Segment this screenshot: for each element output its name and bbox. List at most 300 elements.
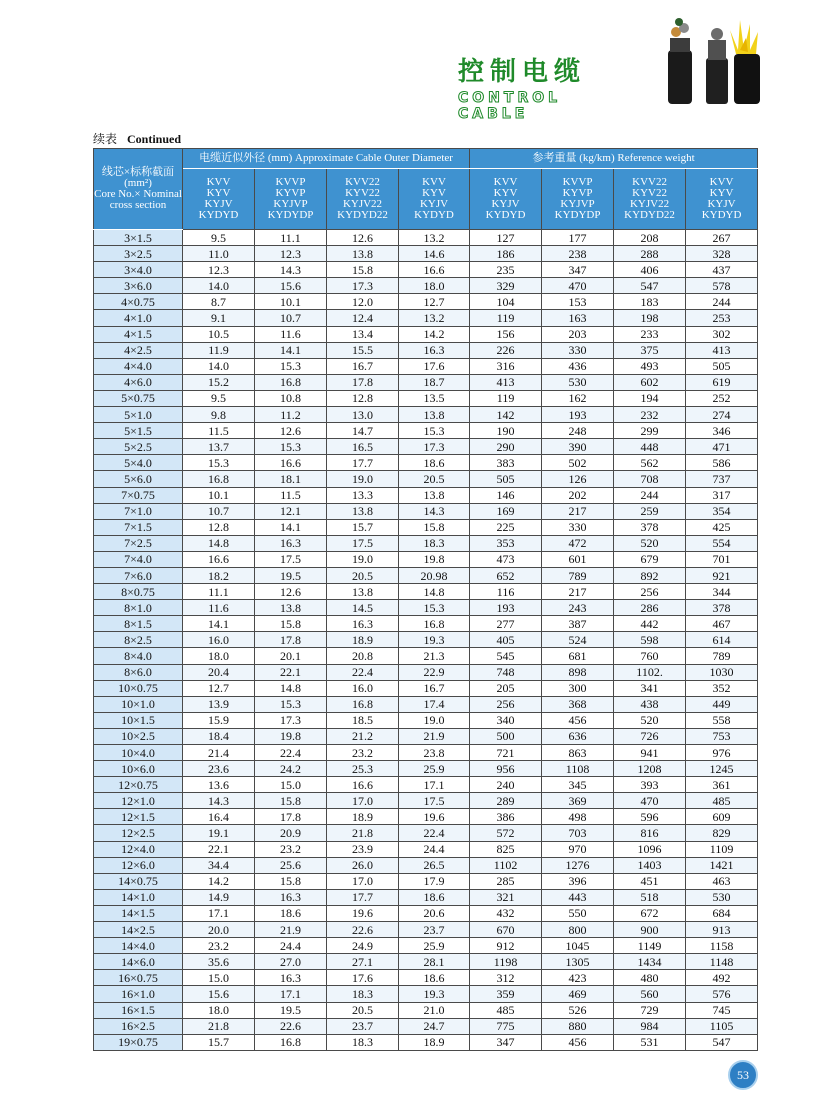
diameter-cell: 21.9 <box>255 922 327 938</box>
weight-cell: 1108 <box>542 761 614 777</box>
diameter-cell: 13.8 <box>327 246 399 262</box>
continued-en: Continued <box>127 132 182 146</box>
diameter-cell: 17.1 <box>399 777 470 793</box>
weight-cell: 289 <box>470 793 542 809</box>
core-section-cell: 12×4.0 <box>94 841 183 857</box>
weight-cell: 448 <box>614 439 686 455</box>
diameter-cell: 18.6 <box>399 889 470 905</box>
model-name: KYV <box>493 187 518 199</box>
weight-cell: 1149 <box>614 938 686 954</box>
weight-cell: 368 <box>542 696 614 712</box>
weight-cell: 913 <box>686 922 758 938</box>
core-section-cell: 4×2.5 <box>94 342 183 358</box>
diameter-cell: 15.3 <box>399 600 470 616</box>
model-name: KYJVP <box>273 198 308 210</box>
continued-cn: 续表 <box>93 132 118 146</box>
continued-label <box>93 130 181 147</box>
weight-cell: 863 <box>542 745 614 761</box>
diameter-cell: 17.4 <box>399 696 470 712</box>
weight-cell: 825 <box>470 841 542 857</box>
weight-cell: 277 <box>470 616 542 632</box>
model-header-cell <box>614 169 686 230</box>
weight-cell: 346 <box>686 423 758 439</box>
diameter-cell: 20.5 <box>399 471 470 487</box>
weight-cell: 681 <box>542 648 614 664</box>
table-row <box>94 407 758 423</box>
model-name: KYV22 <box>345 187 380 199</box>
diameter-cell: 20.5 <box>327 567 399 583</box>
weight-cell: 463 <box>686 873 758 889</box>
brand-title-block <box>458 58 638 122</box>
diameter-group-header: 电缆近似外径 (mm) Approximate Cable Outer Diameter <box>183 149 470 169</box>
diameter-cell: 26.0 <box>327 857 399 873</box>
weight-cell: 126 <box>542 471 614 487</box>
core-section-cell: 14×0.75 <box>94 873 183 889</box>
diameter-cell: 26.5 <box>399 857 470 873</box>
diameter-cell: 12.8 <box>327 390 399 406</box>
weight-cell: 243 <box>542 600 614 616</box>
diameter-cell: 16.5 <box>327 439 399 455</box>
diameter-cell: 17.0 <box>327 793 399 809</box>
diameter-cell: 15.9 <box>183 712 255 728</box>
diameter-cell: 16.3 <box>399 342 470 358</box>
weight-cell: 383 <box>470 455 542 471</box>
core-section-cell: 3×1.5 <box>94 230 183 246</box>
diameter-cell: 20.98 <box>399 567 470 583</box>
diameter-cell: 18.3 <box>327 1034 399 1050</box>
weight-cell: 198 <box>614 310 686 326</box>
model-header-cell <box>542 169 614 230</box>
weight-cell: 520 <box>614 712 686 728</box>
weight-cell: 470 <box>614 793 686 809</box>
diameter-cell: 19.5 <box>255 567 327 583</box>
weight-cell: 530 <box>686 889 758 905</box>
core-section-cell: 14×1.5 <box>94 905 183 921</box>
diameter-cell: 22.9 <box>399 664 470 680</box>
table-row <box>94 310 758 326</box>
weight-cell: 375 <box>614 342 686 358</box>
weight-cell: 679 <box>614 551 686 567</box>
weight-cell: 892 <box>614 567 686 583</box>
weight-cell: 456 <box>542 1034 614 1050</box>
table-row <box>94 938 758 954</box>
weight-cell: 162 <box>542 390 614 406</box>
weight-cell: 193 <box>542 407 614 423</box>
model-name: KYDYD <box>485 209 526 221</box>
weight-cell: 217 <box>542 503 614 519</box>
weight-cell: 146 <box>470 487 542 503</box>
core-section-cell: 14×4.0 <box>94 938 183 954</box>
diameter-cell: 19.5 <box>255 1002 327 1018</box>
table-row <box>94 632 758 648</box>
table-row <box>94 857 758 873</box>
weight-cell: 596 <box>614 809 686 825</box>
table-row <box>94 761 758 777</box>
weight-cell: 194 <box>614 390 686 406</box>
weight-cell: 472 <box>542 535 614 551</box>
page-number: 53 <box>728 1060 758 1090</box>
core-section-cell: 5×2.5 <box>94 439 183 455</box>
model-header-cell <box>327 169 399 230</box>
diameter-cell: 15.8 <box>255 616 327 632</box>
diameter-cell: 23.7 <box>327 1018 399 1034</box>
weight-group-header: 参考重量 (kg/km) Reference weight <box>470 149 758 169</box>
core-section-header <box>94 149 183 230</box>
table-row <box>94 680 758 696</box>
weight-cell: 127 <box>470 230 542 246</box>
diameter-cell: 16.4 <box>183 809 255 825</box>
diameter-cell: 14.9 <box>183 889 255 905</box>
model-name: KYJV <box>491 198 520 210</box>
diameter-cell: 20.1 <box>255 648 327 664</box>
weight-cell: 353 <box>470 535 542 551</box>
model-name: KYVP <box>275 187 306 199</box>
weight-cell: 505 <box>686 358 758 374</box>
diameter-cell: 15.5 <box>327 342 399 358</box>
diameter-cell: 12.8 <box>183 519 255 535</box>
table-row <box>94 825 758 841</box>
weight-cell: 186 <box>470 246 542 262</box>
weight-cell: 316 <box>470 358 542 374</box>
weight-cell: 684 <box>686 905 758 921</box>
weight-cell: 900 <box>614 922 686 938</box>
weight-cell: 554 <box>686 535 758 551</box>
core-section-cell: 10×1.5 <box>94 712 183 728</box>
weight-cell: 406 <box>614 262 686 278</box>
diameter-cell: 15.8 <box>255 793 327 809</box>
weight-cell: 386 <box>470 809 542 825</box>
diameter-cell: 17.9 <box>399 873 470 889</box>
table-row <box>94 905 758 921</box>
weight-cell: 912 <box>470 938 542 954</box>
weight-cell: 753 <box>686 728 758 744</box>
table-row <box>94 889 758 905</box>
diameter-cell: 25.6 <box>255 857 327 873</box>
weight-cell: 601 <box>542 551 614 567</box>
weight-cell: 443 <box>542 889 614 905</box>
diameter-cell: 14.5 <box>327 600 399 616</box>
diameter-cell: 18.6 <box>399 455 470 471</box>
core-section-cell: 8×4.0 <box>94 648 183 664</box>
weight-cell: 524 <box>542 632 614 648</box>
diameter-cell: 16.0 <box>183 632 255 648</box>
diameter-cell: 23.7 <box>399 922 470 938</box>
diameter-cell: 18.0 <box>183 648 255 664</box>
weight-cell: 816 <box>614 825 686 841</box>
core-section-cell: 7×1.5 <box>94 519 183 535</box>
diameter-cell: 15.3 <box>255 358 327 374</box>
weight-cell: 253 <box>686 310 758 326</box>
model-header-cell <box>255 169 327 230</box>
diameter-cell: 11.6 <box>255 326 327 342</box>
weight-cell: 502 <box>542 455 614 471</box>
diameter-cell: 15.7 <box>183 1034 255 1050</box>
diameter-cell: 10.7 <box>255 310 327 326</box>
weight-cell: 469 <box>542 986 614 1002</box>
diameter-cell: 10.5 <box>183 326 255 342</box>
core-section-cell: 4×6.0 <box>94 374 183 390</box>
weight-cell: 493 <box>614 358 686 374</box>
core-section-cell: 5×4.0 <box>94 455 183 471</box>
diameter-cell: 11.1 <box>255 230 327 246</box>
model-name: KYJV <box>707 198 736 210</box>
diameter-cell: 24.2 <box>255 761 327 777</box>
diameter-cell: 17.8 <box>255 809 327 825</box>
diameter-cell: 17.8 <box>327 374 399 390</box>
diameter-cell: 19.6 <box>327 905 399 921</box>
model-name: KYDYD <box>198 209 239 221</box>
diameter-cell: 17.1 <box>183 905 255 921</box>
diameter-cell: 22.1 <box>255 664 327 680</box>
core-section-cell: 12×6.0 <box>94 857 183 873</box>
weight-cell: 233 <box>614 326 686 342</box>
weight-cell: 547 <box>614 278 686 294</box>
diameter-cell: 21.0 <box>399 1002 470 1018</box>
model-name: KYV <box>422 187 446 199</box>
model-name: KYJVP <box>560 198 595 210</box>
model-header-cell <box>686 169 758 230</box>
core-section-cell: 12×1.0 <box>94 793 183 809</box>
table-row <box>94 584 758 600</box>
diameter-cell: 18.3 <box>399 535 470 551</box>
diameter-cell: 22.4 <box>399 825 470 841</box>
weight-cell: 518 <box>614 889 686 905</box>
weight-cell: 670 <box>470 922 542 938</box>
weight-cell: 636 <box>542 728 614 744</box>
diameter-cell: 9.5 <box>183 390 255 406</box>
table-row <box>94 423 758 439</box>
weight-cell: 387 <box>542 616 614 632</box>
diameter-cell: 11.6 <box>183 600 255 616</box>
weight-cell: 286 <box>614 600 686 616</box>
diameter-cell: 18.9 <box>327 632 399 648</box>
diameter-cell: 34.4 <box>183 857 255 873</box>
diameter-cell: 19.0 <box>399 712 470 728</box>
weight-cell: 576 <box>686 986 758 1002</box>
weight-cell: 485 <box>686 793 758 809</box>
diameter-cell: 16.6 <box>399 262 470 278</box>
weight-cell: 748 <box>470 664 542 680</box>
table-row <box>94 326 758 342</box>
diameter-cell: 20.5 <box>327 1002 399 1018</box>
core-section-cell: 3×2.5 <box>94 246 183 262</box>
weight-cell: 1276 <box>542 857 614 873</box>
diameter-cell: 14.1 <box>183 616 255 632</box>
core-section-cell: 7×0.75 <box>94 487 183 503</box>
weight-cell: 300 <box>542 680 614 696</box>
weight-cell: 153 <box>542 294 614 310</box>
core-section-cell: 3×4.0 <box>94 262 183 278</box>
weight-cell: 119 <box>470 310 542 326</box>
weight-cell: 586 <box>686 455 758 471</box>
core-section-cell: 8×2.5 <box>94 632 183 648</box>
diameter-cell: 22.6 <box>255 1018 327 1034</box>
core-section-cell: 7×2.5 <box>94 535 183 551</box>
core-section-cell: 16×1.0 <box>94 986 183 1002</box>
model-name: KYDYD <box>414 209 454 221</box>
weight-cell: 438 <box>614 696 686 712</box>
diameter-cell: 22.4 <box>255 745 327 761</box>
diameter-cell: 12.7 <box>399 294 470 310</box>
diameter-cell: 14.8 <box>255 680 327 696</box>
core-section-cell: 8×6.0 <box>94 664 183 680</box>
diameter-cell: 18.3 <box>327 986 399 1002</box>
diameter-cell: 13.8 <box>327 503 399 519</box>
weight-cell: 1434 <box>614 954 686 970</box>
weight-cell: 789 <box>686 648 758 664</box>
weight-cell: 672 <box>614 905 686 921</box>
weight-cell: 290 <box>470 439 542 455</box>
model-name: KYDYD22 <box>337 209 388 221</box>
weight-cell: 531 <box>614 1034 686 1050</box>
diameter-cell: 20.4 <box>183 664 255 680</box>
diameter-cell: 13.8 <box>399 487 470 503</box>
diameter-cell: 13.8 <box>327 584 399 600</box>
weight-cell: 378 <box>686 600 758 616</box>
table-row <box>94 809 758 825</box>
diameter-cell: 16.7 <box>327 358 399 374</box>
model-name: KVVP <box>275 176 306 188</box>
weight-cell: 208 <box>614 230 686 246</box>
weight-cell: 340 <box>470 712 542 728</box>
weight-cell: 1245 <box>686 761 758 777</box>
brand-title-en: CONTROL CABLE <box>458 90 562 122</box>
weight-cell: 256 <box>470 696 542 712</box>
model-header-row <box>94 169 758 230</box>
core-section-cell: 3×6.0 <box>94 278 183 294</box>
weight-cell: 760 <box>614 648 686 664</box>
diameter-cell: 35.6 <box>183 954 255 970</box>
diameter-cell: 14.6 <box>399 246 470 262</box>
weight-cell: 550 <box>542 905 614 921</box>
diameter-cell: 14.2 <box>399 326 470 342</box>
weight-cell: 344 <box>686 584 758 600</box>
core-section-cell: 16×0.75 <box>94 970 183 986</box>
weight-cell: 609 <box>686 809 758 825</box>
diameter-cell: 17.8 <box>255 632 327 648</box>
core-section-cell: 7×4.0 <box>94 551 183 567</box>
weight-cell: 359 <box>470 986 542 1002</box>
diameter-cell: 13.2 <box>399 310 470 326</box>
diameter-cell: 22.1 <box>183 841 255 857</box>
diameter-cell: 17.3 <box>255 712 327 728</box>
diameter-cell: 18.9 <box>399 1034 470 1050</box>
diameter-cell: 16.3 <box>255 970 327 986</box>
diameter-cell: 23.8 <box>399 745 470 761</box>
diameter-cell: 24.9 <box>327 938 399 954</box>
diameter-cell: 21.9 <box>399 728 470 744</box>
table-row <box>94 246 758 262</box>
model-name: KYDYD22 <box>624 209 675 221</box>
core-section-cell: 16×2.5 <box>94 1018 183 1034</box>
diameter-cell: 23.2 <box>255 841 327 857</box>
core-section-cell: 7×6.0 <box>94 567 183 583</box>
weight-cell: 1305 <box>542 954 614 970</box>
diameter-cell: 13.4 <box>327 326 399 342</box>
diameter-cell: 20.8 <box>327 648 399 664</box>
weight-cell: 299 <box>614 423 686 439</box>
diameter-cell: 12.6 <box>327 230 399 246</box>
weight-cell: 244 <box>686 294 758 310</box>
weight-cell: 432 <box>470 905 542 921</box>
diameter-cell: 18.1 <box>255 471 327 487</box>
weight-cell: 354 <box>686 503 758 519</box>
weight-cell: 328 <box>686 246 758 262</box>
diameter-cell: 15.6 <box>183 986 255 1002</box>
diameter-cell: 20.6 <box>399 905 470 921</box>
diameter-cell: 14.8 <box>399 584 470 600</box>
core-header-unit: (mm²) <box>124 177 152 189</box>
weight-cell: 104 <box>470 294 542 310</box>
core-section-cell: 10×6.0 <box>94 761 183 777</box>
weight-cell: 437 <box>686 262 758 278</box>
model-name: KYJV22 <box>629 198 670 210</box>
core-section-cell: 14×6.0 <box>94 954 183 970</box>
weight-cell: 329 <box>470 278 542 294</box>
weight-cell: 156 <box>470 326 542 342</box>
table-row <box>94 455 758 471</box>
weight-cell: 423 <box>542 970 614 986</box>
diameter-cell: 16.0 <box>327 680 399 696</box>
table-row <box>94 873 758 889</box>
diameter-cell: 21.4 <box>183 745 255 761</box>
core-section-cell: 5×1.0 <box>94 407 183 423</box>
weight-cell: 729 <box>614 1002 686 1018</box>
weight-cell: 225 <box>470 519 542 535</box>
weight-cell: 252 <box>686 390 758 406</box>
weight-cell: 500 <box>470 728 542 744</box>
diameter-cell: 19.0 <box>327 551 399 567</box>
diameter-cell: 16.6 <box>183 551 255 567</box>
diameter-cell: 12.6 <box>255 423 327 439</box>
weight-cell: 598 <box>614 632 686 648</box>
weight-cell: 520 <box>614 535 686 551</box>
weight-cell: 302 <box>686 326 758 342</box>
diameter-cell: 19.6 <box>399 809 470 825</box>
weight-cell: 203 <box>542 326 614 342</box>
diameter-cell: 11.0 <box>183 246 255 262</box>
diameter-cell: 11.9 <box>183 342 255 358</box>
diameter-cell: 17.7 <box>327 455 399 471</box>
weight-cell: 558 <box>686 712 758 728</box>
model-name: KYDYDP <box>267 209 314 221</box>
model-name: KVVP <box>562 176 593 188</box>
weight-cell: 545 <box>470 648 542 664</box>
core-section-cell: 10×0.75 <box>94 680 183 696</box>
weight-cell: 449 <box>686 696 758 712</box>
weight-cell: 285 <box>470 873 542 889</box>
weight-cell: 456 <box>542 712 614 728</box>
diameter-cell: 13.9 <box>183 696 255 712</box>
core-section-cell: 4×1.5 <box>94 326 183 342</box>
table-row <box>94 1002 758 1018</box>
table-row <box>94 616 758 632</box>
model-name: KYVP <box>562 187 593 199</box>
weight-cell: 317 <box>686 487 758 503</box>
diameter-cell: 22.4 <box>327 664 399 680</box>
diameter-cell: 19.8 <box>255 728 327 744</box>
model-header-cell <box>183 169 255 230</box>
core-section-cell: 12×1.5 <box>94 809 183 825</box>
weight-cell: 256 <box>614 584 686 600</box>
diameter-cell: 10.8 <box>255 390 327 406</box>
weight-cell: 393 <box>614 777 686 793</box>
diameter-cell: 15.0 <box>255 777 327 793</box>
weight-cell: 703 <box>542 825 614 841</box>
weight-cell: 425 <box>686 519 758 535</box>
weight-cell: 941 <box>614 745 686 761</box>
cable-spec-table <box>93 148 758 1051</box>
